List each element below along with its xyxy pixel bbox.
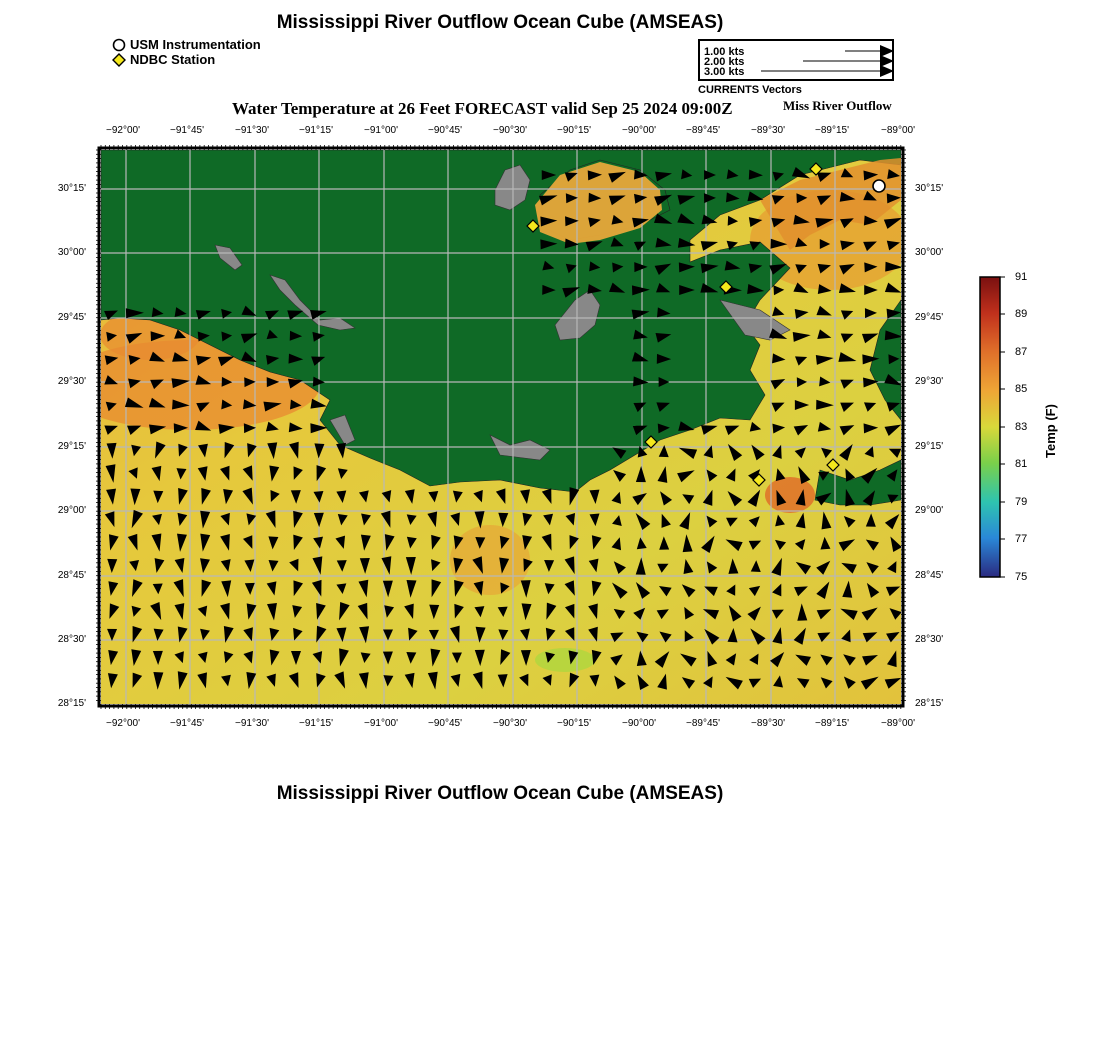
lon-tick-label: −90°15'	[557, 125, 591, 136]
lon-tick-label: −91°45'	[170, 718, 204, 729]
legend-ndbc-label: NDBC Station	[130, 52, 216, 67]
page-title: Mississippi River Outflow Ocean Cube (AMSEAS)	[276, 12, 724, 33]
lon-tick-label: −90°45'	[428, 718, 462, 729]
colorbar-tick: 79	[1015, 496, 1028, 508]
colorbar-tick: 91	[1015, 271, 1028, 283]
lon-tick-label: −89°45'	[686, 125, 720, 136]
vector-caption: CURRENTS Vectors	[698, 84, 802, 96]
lon-tick-label: −89°15'	[815, 718, 849, 729]
lat-tick-label: 30°00'	[915, 247, 944, 258]
lat-tick-label: 29°15'	[915, 441, 944, 452]
lon-tick-label: −90°45'	[428, 125, 462, 136]
colorbar-tick: 83	[1015, 421, 1028, 433]
lon-tick-label: −91°00'	[364, 718, 398, 729]
map-subtitle: Water Temperature at 26 Feet FORECAST valid Sep 25 2024 09:00Z	[232, 99, 733, 118]
colorbar-tick: 75	[1015, 571, 1028, 583]
lon-tick-label: −90°15'	[557, 718, 591, 729]
lat-tick-label: 28°15'	[915, 698, 944, 709]
vector-row-1: 1.00 kts	[704, 46, 745, 58]
lon-tick-label: −90°00'	[622, 125, 656, 136]
lon-tick-label: −90°00'	[622, 718, 656, 729]
lon-tick-label: −91°30'	[235, 718, 269, 729]
colorbar-label: Temp (F)	[1043, 404, 1058, 458]
region-label: Miss River Outflow	[783, 98, 892, 113]
colorbar-tick: 87	[1015, 346, 1028, 358]
colorbar-tick: 81	[1015, 458, 1028, 470]
colorbar-tick: 85	[1015, 383, 1028, 395]
lon-tick-label: −91°15'	[299, 125, 333, 136]
colorbar-tick: 77	[1015, 533, 1028, 545]
lat-tick-label: 28°30'	[57, 634, 86, 645]
lon-tick-label: −90°30'	[493, 125, 527, 136]
lat-tick-label: 29°45'	[57, 312, 86, 323]
lon-tick-label: −89°00'	[881, 125, 915, 136]
lat-tick-label: 28°45'	[57, 570, 86, 581]
lon-tick-label: −91°00'	[364, 125, 398, 136]
lat-tick-label: 28°15'	[57, 698, 86, 709]
second-panel-title: Mississippi River Outflow Ocean Cube (AMSEAS)	[276, 783, 724, 804]
lat-tick-label: 29°30'	[915, 376, 944, 387]
lat-tick-label: 29°00'	[57, 505, 86, 516]
lat-tick-label: 28°30'	[915, 634, 944, 645]
lat-tick-label: 28°45'	[915, 570, 944, 581]
lat-tick-label: 30°15'	[57, 183, 86, 194]
colorbar-tick: 89	[1015, 308, 1028, 320]
lat-tick-label: 29°15'	[57, 441, 86, 452]
lat-tick-label: 29°00'	[915, 505, 944, 516]
lat-tick-label: 30°15'	[915, 183, 944, 194]
usm-instrument-marker	[873, 180, 885, 192]
lon-tick-label: −91°30'	[235, 125, 269, 136]
lon-tick-label: −89°15'	[815, 125, 849, 136]
temperature-colorbar	[975, 272, 1015, 584]
lon-tick-label: −89°30'	[751, 125, 785, 136]
lon-tick-label: −91°45'	[170, 125, 204, 136]
lon-tick-label: −92°00'	[106, 125, 140, 136]
vector-row-3: 3.00 kts	[704, 66, 745, 78]
lon-tick-label: −89°45'	[686, 718, 720, 729]
lon-tick-label: −90°30'	[493, 718, 527, 729]
lat-tick-label: 29°30'	[57, 376, 86, 387]
lon-tick-label: −91°15'	[299, 718, 333, 729]
lat-tick-label: 29°45'	[915, 312, 944, 323]
vector-row-2: 2.00 kts	[704, 56, 745, 68]
legend-usm-label: USM Instrumentation	[130, 37, 261, 52]
lat-tick-label: 30°00'	[57, 247, 86, 258]
lon-tick-label: −89°30'	[751, 718, 785, 729]
lon-tick-label: −92°00'	[106, 718, 140, 729]
lon-tick-label: −89°00'	[881, 718, 915, 729]
